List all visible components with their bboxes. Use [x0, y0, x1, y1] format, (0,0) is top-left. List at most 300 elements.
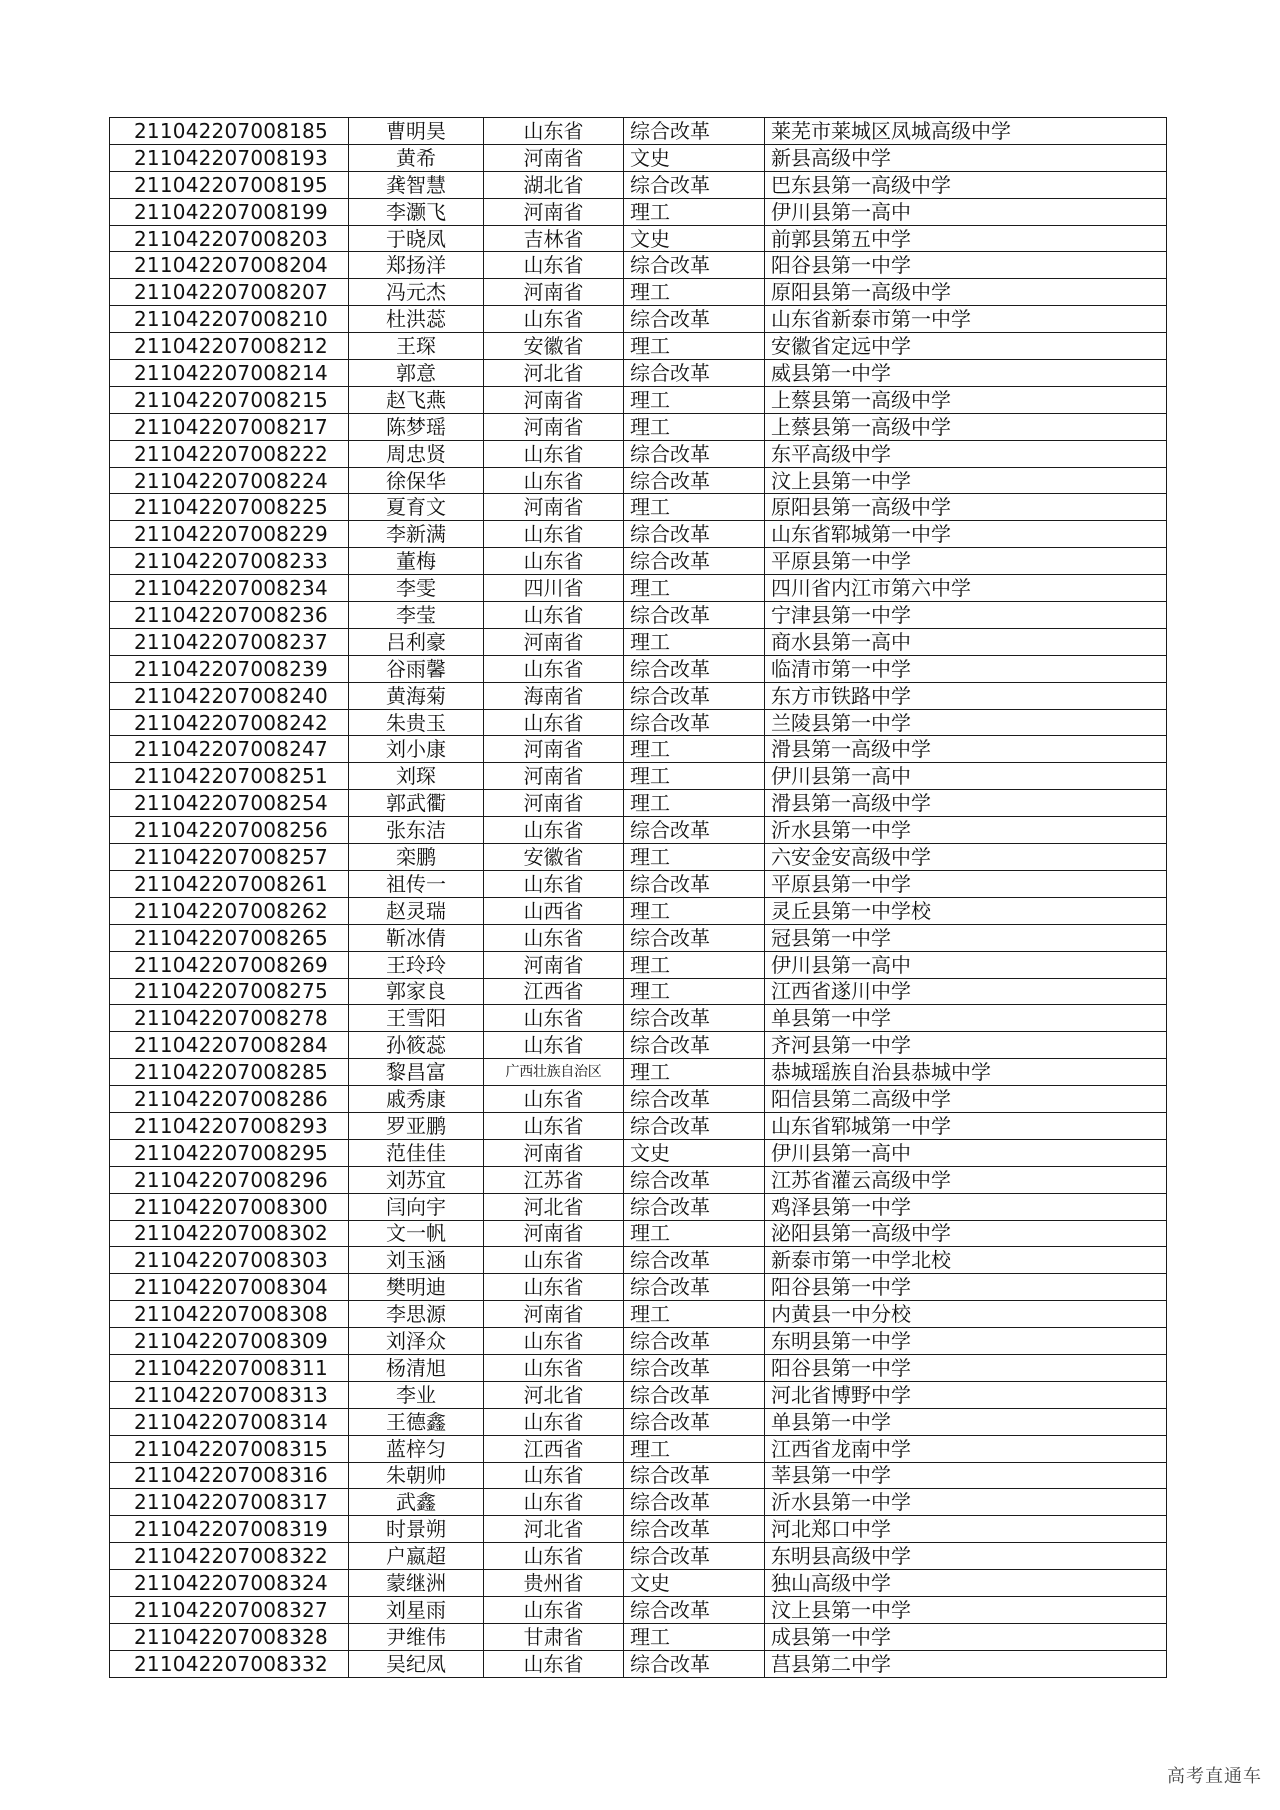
exam-number-cell: 211042207008236	[110, 602, 349, 629]
category-cell: 理工	[624, 1059, 765, 1086]
exam-number-cell: 211042207008199	[110, 198, 349, 225]
student-name-cell: 罗亚鹏	[349, 1112, 484, 1139]
school-cell: 汶上县第一中学	[765, 1596, 1167, 1623]
table-row	[110, 1220, 1167, 1247]
table-row	[110, 709, 1167, 736]
category-cell: 文史	[624, 1570, 765, 1597]
category-cell: 综合改革	[624, 171, 765, 198]
table-row	[110, 306, 1167, 333]
student-name-cell: 樊明迪	[349, 1274, 484, 1301]
category-cell: 综合改革	[624, 1650, 765, 1677]
student-name-cell: 戚秀康	[349, 1086, 484, 1113]
province-cell: 山东省	[484, 1112, 624, 1139]
school-cell: 伊川县第一高中	[765, 951, 1167, 978]
student-name-cell: 孙筱蕊	[349, 1032, 484, 1059]
school-cell: 河北郑口中学	[765, 1516, 1167, 1543]
province-cell: 山东省	[484, 252, 624, 279]
province-cell: 河南省	[484, 279, 624, 306]
province-cell: 江西省	[484, 978, 624, 1005]
exam-number-cell: 211042207008222	[110, 440, 349, 467]
table-row	[110, 1408, 1167, 1435]
school-cell: 灵丘县第一中学校	[765, 897, 1167, 924]
table-row	[110, 682, 1167, 709]
table-row	[110, 978, 1167, 1005]
student-name-cell: 王琛	[349, 333, 484, 360]
exam-number-cell: 211042207008308	[110, 1301, 349, 1328]
table-row	[110, 252, 1167, 279]
category-cell: 综合改革	[624, 870, 765, 897]
table-row	[110, 225, 1167, 252]
student-name-cell: 陈梦瑶	[349, 413, 484, 440]
province-cell: 甘肃省	[484, 1623, 624, 1650]
school-cell: 平原县第一中学	[765, 870, 1167, 897]
category-cell: 综合改革	[624, 1005, 765, 1032]
province-cell: 安徽省	[484, 844, 624, 871]
student-name-cell: 黎昌富	[349, 1059, 484, 1086]
province-cell: 山东省	[484, 602, 624, 629]
student-name-cell: 杨清旭	[349, 1354, 484, 1381]
province-cell: 贵州省	[484, 1570, 624, 1597]
category-cell: 理工	[624, 844, 765, 871]
school-cell: 东明县高级中学	[765, 1543, 1167, 1570]
table-row	[110, 1005, 1167, 1032]
exam-number-cell: 211042207008309	[110, 1328, 349, 1355]
exam-number-cell: 211042207008313	[110, 1381, 349, 1408]
student-name-cell: 赵飞燕	[349, 386, 484, 413]
exam-number-cell: 211042207008257	[110, 844, 349, 871]
category-cell: 综合改革	[624, 602, 765, 629]
table-row	[110, 655, 1167, 682]
student-name-cell: 李雯	[349, 575, 484, 602]
category-cell: 理工	[624, 1301, 765, 1328]
school-cell: 伊川县第一高中	[765, 1139, 1167, 1166]
category-cell: 理工	[624, 1623, 765, 1650]
province-cell: 山东省	[484, 1247, 624, 1274]
province-cell: 河北省	[484, 1193, 624, 1220]
table-row	[110, 628, 1167, 655]
exam-number-cell: 211042207008317	[110, 1489, 349, 1516]
watermark-text: 高考直通车	[1167, 1766, 1262, 1787]
province-cell: 山东省	[484, 817, 624, 844]
category-cell: 综合改革	[624, 655, 765, 682]
exam-number-cell: 211042207008185	[110, 118, 349, 145]
school-cell: 原阳县第一高级中学	[765, 279, 1167, 306]
exam-number-cell: 211042207008210	[110, 306, 349, 333]
student-name-cell: 曹明昊	[349, 118, 484, 145]
table-row	[110, 1059, 1167, 1086]
student-name-cell: 刘小康	[349, 736, 484, 763]
province-cell: 山东省	[484, 1274, 624, 1301]
exam-number-cell: 211042207008261	[110, 870, 349, 897]
school-cell: 江西省龙南中学	[765, 1435, 1167, 1462]
province-cell: 山东省	[484, 1032, 624, 1059]
school-cell: 滑县第一高级中学	[765, 790, 1167, 817]
category-cell: 综合改革	[624, 709, 765, 736]
student-name-cell: 王雪阳	[349, 1005, 484, 1032]
student-name-cell: 刘琛	[349, 763, 484, 790]
province-cell: 山东省	[484, 306, 624, 333]
exam-number-cell: 211042207008303	[110, 1247, 349, 1274]
exam-number-cell: 211042207008275	[110, 978, 349, 1005]
province-cell: 山东省	[484, 1354, 624, 1381]
table-row	[110, 1623, 1167, 1650]
category-cell: 综合改革	[624, 1408, 765, 1435]
category-cell: 综合改革	[624, 118, 765, 145]
student-name-cell: 王德鑫	[349, 1408, 484, 1435]
category-cell: 理工	[624, 978, 765, 1005]
school-cell: 阳信县第二高级中学	[765, 1086, 1167, 1113]
student-name-cell: 黄希	[349, 144, 484, 171]
category-cell: 综合改革	[624, 1596, 765, 1623]
category-cell: 理工	[624, 333, 765, 360]
student-name-cell: 冯元杰	[349, 279, 484, 306]
category-cell: 综合改革	[624, 1516, 765, 1543]
province-cell: 河南省	[484, 1139, 624, 1166]
exam-number-cell: 211042207008229	[110, 521, 349, 548]
province-cell: 河南省	[484, 790, 624, 817]
school-cell: 新县高级中学	[765, 144, 1167, 171]
student-name-cell: 龚智慧	[349, 171, 484, 198]
school-cell: 阳谷县第一中学	[765, 252, 1167, 279]
province-cell: 山东省	[484, 440, 624, 467]
school-cell: 新泰市第一中学北校	[765, 1247, 1167, 1274]
exam-number-cell: 211042207008328	[110, 1623, 349, 1650]
student-name-cell: 李莹	[349, 602, 484, 629]
table-row	[110, 413, 1167, 440]
table-row	[110, 198, 1167, 225]
student-name-cell: 时景朔	[349, 1516, 484, 1543]
category-cell: 综合改革	[624, 360, 765, 387]
student-name-cell: 张东洁	[349, 817, 484, 844]
province-cell: 山东省	[484, 709, 624, 736]
table-row	[110, 333, 1167, 360]
exam-number-cell: 211042207008278	[110, 1005, 349, 1032]
category-cell: 理工	[624, 1435, 765, 1462]
province-cell: 山东省	[484, 1462, 624, 1489]
exam-number-cell: 211042207008304	[110, 1274, 349, 1301]
student-name-cell: 李思源	[349, 1301, 484, 1328]
school-cell: 莘县第一中学	[765, 1462, 1167, 1489]
student-name-cell: 刘星雨	[349, 1596, 484, 1623]
exam-number-cell: 211042207008251	[110, 763, 349, 790]
category-cell: 理工	[624, 628, 765, 655]
table-row	[110, 1086, 1167, 1113]
school-cell: 阳谷县第一中学	[765, 1274, 1167, 1301]
student-name-cell: 栾鹏	[349, 844, 484, 871]
category-cell: 综合改革	[624, 1489, 765, 1516]
exam-number-cell: 211042207008212	[110, 333, 349, 360]
exam-number-cell: 211042207008322	[110, 1543, 349, 1570]
school-cell: 临清市第一中学	[765, 655, 1167, 682]
category-cell: 综合改革	[624, 1247, 765, 1274]
table-row	[110, 897, 1167, 924]
exam-number-cell: 211042207008247	[110, 736, 349, 763]
province-cell: 山东省	[484, 870, 624, 897]
table-row	[110, 144, 1167, 171]
exam-number-cell: 211042207008242	[110, 709, 349, 736]
category-cell: 理工	[624, 279, 765, 306]
school-cell: 东平高级中学	[765, 440, 1167, 467]
province-cell: 山东省	[484, 655, 624, 682]
exam-number-cell: 211042207008293	[110, 1112, 349, 1139]
school-cell: 江苏省灌云高级中学	[765, 1166, 1167, 1193]
school-cell: 泌阳县第一高级中学	[765, 1220, 1167, 1247]
province-cell: 安徽省	[484, 333, 624, 360]
school-cell: 内黄县一中分校	[765, 1301, 1167, 1328]
student-name-cell: 郑扬洋	[349, 252, 484, 279]
table-row	[110, 1516, 1167, 1543]
province-cell: 江苏省	[484, 1166, 624, 1193]
province-cell: 山西省	[484, 897, 624, 924]
student-name-cell: 李灏飞	[349, 198, 484, 225]
student-name-cell: 谷雨馨	[349, 655, 484, 682]
exam-number-cell: 211042207008315	[110, 1435, 349, 1462]
category-cell: 理工	[624, 1220, 765, 1247]
table-row	[110, 1489, 1167, 1516]
exam-number-cell: 211042207008240	[110, 682, 349, 709]
exam-number-cell: 211042207008233	[110, 548, 349, 575]
school-cell: 东明县第一中学	[765, 1328, 1167, 1355]
school-cell: 单县第一中学	[765, 1408, 1167, 1435]
table-row	[110, 494, 1167, 521]
province-cell: 河南省	[484, 144, 624, 171]
table-row	[110, 521, 1167, 548]
student-name-cell: 郭意	[349, 360, 484, 387]
table-row	[110, 790, 1167, 817]
student-name-cell: 刘泽众	[349, 1328, 484, 1355]
province-cell: 山东省	[484, 1328, 624, 1355]
table-row	[110, 171, 1167, 198]
table-row	[110, 1166, 1167, 1193]
table-row	[110, 817, 1167, 844]
category-cell: 文史	[624, 144, 765, 171]
school-cell: 安徽省定远中学	[765, 333, 1167, 360]
category-cell: 综合改革	[624, 1112, 765, 1139]
student-name-cell: 黄海菊	[349, 682, 484, 709]
table-row	[110, 1301, 1167, 1328]
province-cell: 河北省	[484, 360, 624, 387]
admission-list-table	[109, 117, 1167, 1678]
student-name-cell: 杜洪蕊	[349, 306, 484, 333]
table-row	[110, 602, 1167, 629]
school-cell: 上蔡县第一高级中学	[765, 413, 1167, 440]
school-cell: 宁津县第一中学	[765, 602, 1167, 629]
table-row	[110, 1650, 1167, 1677]
school-cell: 莒县第二中学	[765, 1650, 1167, 1677]
category-cell: 综合改革	[624, 306, 765, 333]
table-body	[110, 118, 1167, 1678]
student-name-cell: 于晓凤	[349, 225, 484, 252]
exam-number-cell: 211042207008262	[110, 897, 349, 924]
exam-number-cell: 211042207008217	[110, 413, 349, 440]
exam-number-cell: 211042207008214	[110, 360, 349, 387]
student-name-cell: 王玲玲	[349, 951, 484, 978]
student-name-cell: 蒙继洲	[349, 1570, 484, 1597]
category-cell: 综合改革	[624, 1274, 765, 1301]
student-name-cell: 朱贵玉	[349, 709, 484, 736]
category-cell: 综合改革	[624, 1032, 765, 1059]
table-row	[110, 1032, 1167, 1059]
province-cell: 河南省	[484, 1220, 624, 1247]
table-row	[110, 1543, 1167, 1570]
school-cell: 东方市铁路中学	[765, 682, 1167, 709]
category-cell: 综合改革	[624, 252, 765, 279]
exam-number-cell: 211042207008204	[110, 252, 349, 279]
table-row	[110, 951, 1167, 978]
exam-number-cell: 211042207008284	[110, 1032, 349, 1059]
province-cell: 海南省	[484, 682, 624, 709]
category-cell: 综合改革	[624, 1381, 765, 1408]
category-cell: 综合改革	[624, 440, 765, 467]
student-name-cell: 郭武衢	[349, 790, 484, 817]
province-cell: 江西省	[484, 1435, 624, 1462]
exam-number-cell: 211042207008237	[110, 628, 349, 655]
exam-number-cell: 211042207008314	[110, 1408, 349, 1435]
province-cell: 河南省	[484, 951, 624, 978]
exam-number-cell: 211042207008254	[110, 790, 349, 817]
province-cell: 山东省	[484, 467, 624, 494]
exam-number-cell: 211042207008256	[110, 817, 349, 844]
student-name-cell: 李业	[349, 1381, 484, 1408]
school-cell: 威县第一中学	[765, 360, 1167, 387]
school-cell: 沂水县第一中学	[765, 1489, 1167, 1516]
school-cell: 山东省郓城第一中学	[765, 521, 1167, 548]
exam-number-cell: 211042207008286	[110, 1086, 349, 1113]
student-name-cell: 郭家良	[349, 978, 484, 1005]
student-name-cell: 刘苏宜	[349, 1166, 484, 1193]
table-row	[110, 279, 1167, 306]
student-name-cell: 周忠贤	[349, 440, 484, 467]
school-cell: 巴东县第一高级中学	[765, 171, 1167, 198]
category-cell: 综合改革	[624, 1328, 765, 1355]
category-cell: 综合改革	[624, 521, 765, 548]
table-row	[110, 118, 1167, 145]
province-cell: 湖北省	[484, 171, 624, 198]
table-row	[110, 1193, 1167, 1220]
exam-number-cell: 211042207008234	[110, 575, 349, 602]
exam-number-cell: 211042207008265	[110, 924, 349, 951]
province-cell: 广西壮族自治区	[484, 1059, 624, 1086]
exam-number-cell: 211042207008295	[110, 1139, 349, 1166]
student-name-cell: 吕利豪	[349, 628, 484, 655]
student-name-cell: 吴纪凤	[349, 1650, 484, 1677]
exam-number-cell: 211042207008316	[110, 1462, 349, 1489]
student-name-cell: 武鑫	[349, 1489, 484, 1516]
province-cell: 山东省	[484, 118, 624, 145]
table-row	[110, 548, 1167, 575]
exam-number-cell: 211042207008296	[110, 1166, 349, 1193]
school-cell: 兰陵县第一中学	[765, 709, 1167, 736]
school-cell: 山东省新泰市第一中学	[765, 306, 1167, 333]
school-cell: 伊川县第一高中	[765, 198, 1167, 225]
province-cell: 河南省	[484, 386, 624, 413]
student-name-cell: 夏育文	[349, 494, 484, 521]
table-row	[110, 736, 1167, 763]
province-cell: 河南省	[484, 413, 624, 440]
school-cell: 商水县第一高中	[765, 628, 1167, 655]
exam-number-cell: 211042207008302	[110, 1220, 349, 1247]
exam-number-cell: 211042207008203	[110, 225, 349, 252]
exam-number-cell: 211042207008327	[110, 1596, 349, 1623]
province-cell: 河北省	[484, 1516, 624, 1543]
table-row	[110, 360, 1167, 387]
category-cell: 文史	[624, 225, 765, 252]
student-name-cell: 李新满	[349, 521, 484, 548]
province-cell: 山东省	[484, 1650, 624, 1677]
province-cell: 山东省	[484, 1543, 624, 1570]
category-cell: 综合改革	[624, 817, 765, 844]
category-cell: 综合改革	[624, 924, 765, 951]
school-cell: 滑县第一高级中学	[765, 736, 1167, 763]
category-cell: 综合改革	[624, 1193, 765, 1220]
province-cell: 河南省	[484, 198, 624, 225]
school-cell: 江西省遂川中学	[765, 978, 1167, 1005]
table-row	[110, 440, 1167, 467]
student-name-cell: 董梅	[349, 548, 484, 575]
category-cell: 综合改革	[624, 1166, 765, 1193]
table-row	[110, 924, 1167, 951]
exam-number-cell: 211042207008269	[110, 951, 349, 978]
school-cell: 恭城瑶族自治县恭城中学	[765, 1059, 1167, 1086]
exam-number-cell: 211042207008239	[110, 655, 349, 682]
table-row	[110, 1354, 1167, 1381]
student-name-cell: 朱朝帅	[349, 1462, 484, 1489]
student-name-cell: 刘玉涵	[349, 1247, 484, 1274]
table-row	[110, 1381, 1167, 1408]
exam-number-cell: 211042207008285	[110, 1059, 349, 1086]
school-cell: 冠县第一中学	[765, 924, 1167, 951]
category-cell: 理工	[624, 494, 765, 521]
province-cell: 山东省	[484, 1408, 624, 1435]
school-cell: 河北省博野中学	[765, 1381, 1167, 1408]
category-cell: 综合改革	[624, 1543, 765, 1570]
student-name-cell: 尹维伟	[349, 1623, 484, 1650]
school-cell: 上蔡县第一高级中学	[765, 386, 1167, 413]
category-cell: 综合改革	[624, 548, 765, 575]
category-cell: 理工	[624, 413, 765, 440]
category-cell: 文史	[624, 1139, 765, 1166]
table-row	[110, 1570, 1167, 1597]
category-cell: 理工	[624, 198, 765, 225]
table-row	[110, 1112, 1167, 1139]
school-cell: 沂水县第一中学	[765, 817, 1167, 844]
school-cell: 山东省郓城第一中学	[765, 1112, 1167, 1139]
table-row	[110, 1274, 1167, 1301]
student-name-cell: 文一帆	[349, 1220, 484, 1247]
table-row	[110, 386, 1167, 413]
category-cell: 综合改革	[624, 467, 765, 494]
school-cell: 平原县第一中学	[765, 548, 1167, 575]
exam-number-cell: 211042207008319	[110, 1516, 349, 1543]
table-row	[110, 1596, 1167, 1623]
table-row	[110, 467, 1167, 494]
province-cell: 吉林省	[484, 225, 624, 252]
province-cell: 河南省	[484, 494, 624, 521]
student-name-cell: 徐保华	[349, 467, 484, 494]
student-name-cell: 蓝梓匀	[349, 1435, 484, 1462]
exam-number-cell: 211042207008311	[110, 1354, 349, 1381]
school-cell: 四川省内江市第六中学	[765, 575, 1167, 602]
student-name-cell: 户嬴超	[349, 1543, 484, 1570]
category-cell: 理工	[624, 790, 765, 817]
student-name-cell: 靳冰倩	[349, 924, 484, 951]
province-cell: 山东省	[484, 1005, 624, 1032]
province-cell: 山东省	[484, 1489, 624, 1516]
table-row	[110, 1435, 1167, 1462]
province-cell: 河南省	[484, 628, 624, 655]
school-cell: 伊川县第一高中	[765, 763, 1167, 790]
exam-number-cell: 211042207008332	[110, 1650, 349, 1677]
